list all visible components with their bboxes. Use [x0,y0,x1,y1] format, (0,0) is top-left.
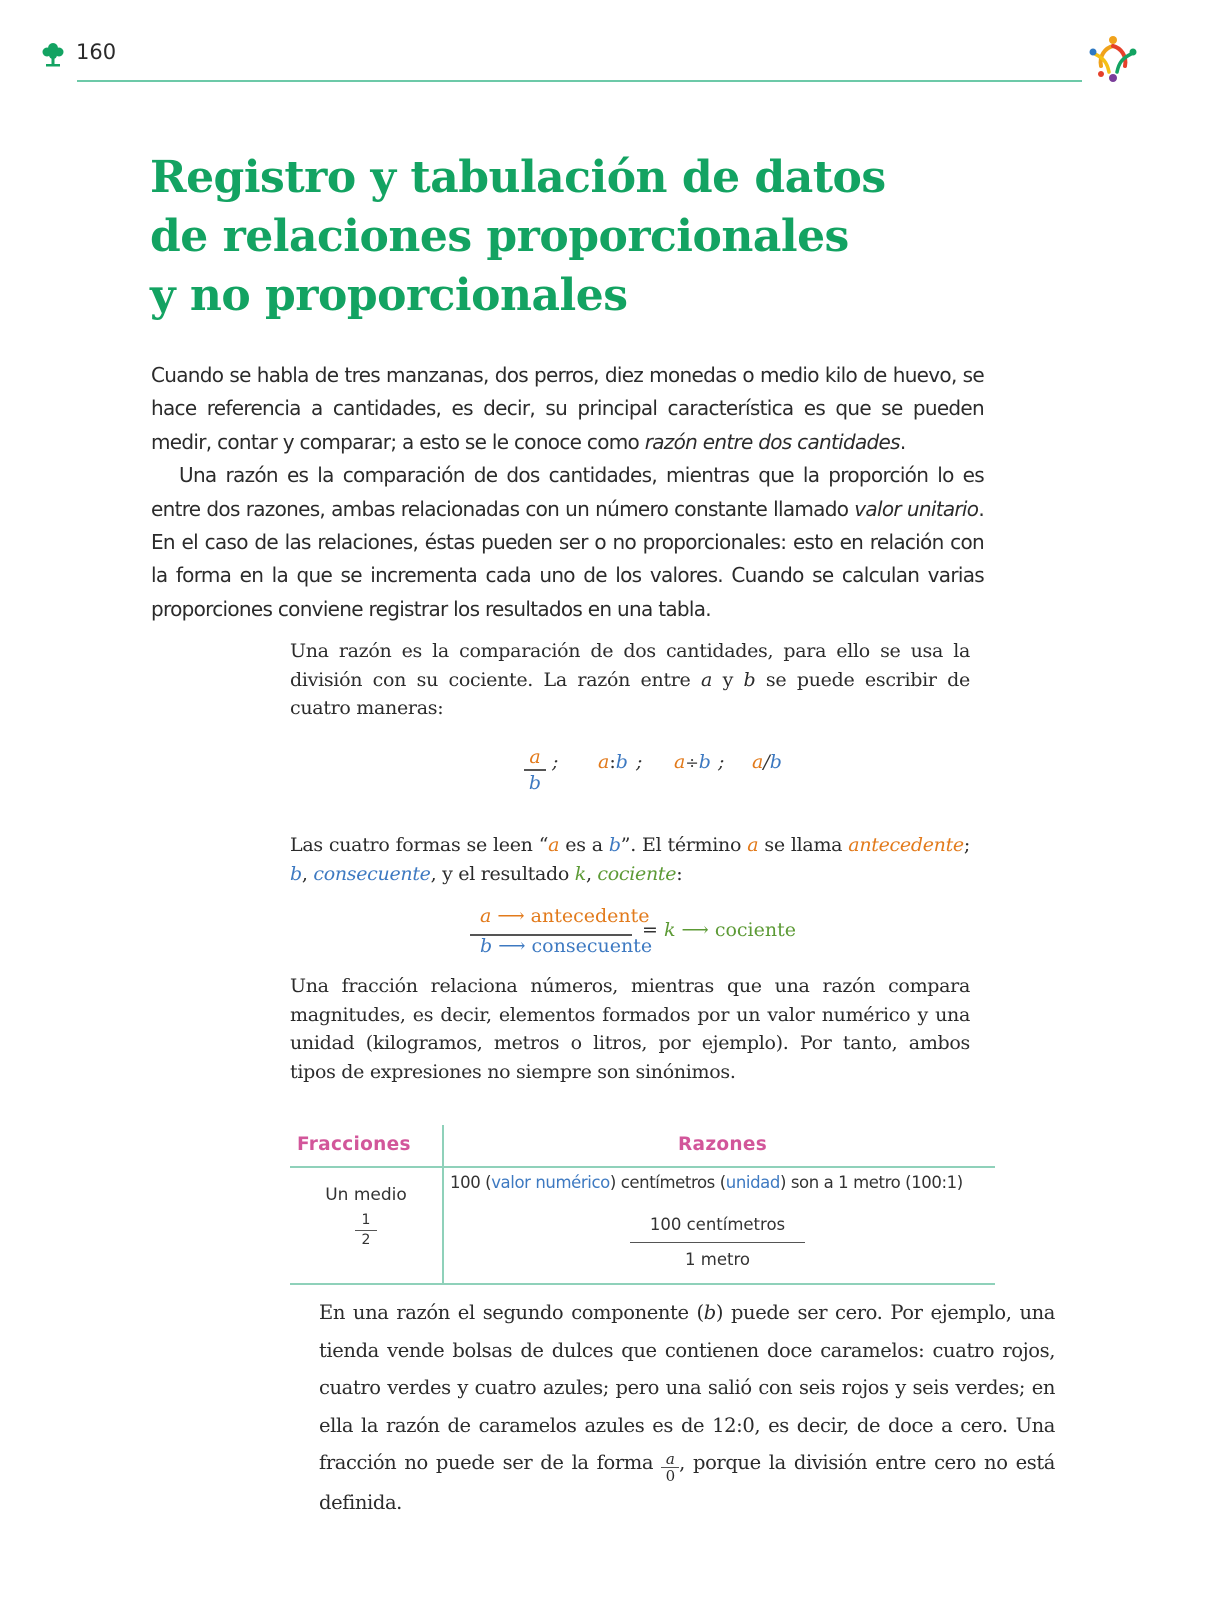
title-line-3: y no proporcionales [150,270,628,321]
slash-notation [752,751,782,773]
fraction-num: 1 [361,1212,371,1228]
colon-notation [598,751,628,773]
term-consecuente: consecuente [313,862,431,885]
fraction-bar [630,1242,805,1243]
ratio-fraction-den: 1 metro [685,1250,750,1269]
reading-text: , [301,862,314,885]
ratio-text: ) son a 1 metro (100:1) [779,1173,963,1192]
final-text: ) puede ser cero. Por ejemplo, una tienda vende bolsas de dulces que contienen doce caramelos: cuatro rojos, cuatro verdes y cuatro azules; pero una salió con seis rojos y seis verdes; en ella la razón de caramelos azules es de 12:0, es decir, de doce a cero. Una fracción no puede ser de la forma [319,1301,1055,1474]
separator: ; [718,751,725,773]
ratio-reading [290,831,970,888]
reading-b: b [290,862,302,885]
eq-consecuente: consecuente [531,935,653,957]
fraction-vs-ratio [290,972,970,1086]
reading-b: b [608,834,621,856]
final-b: b [703,1301,716,1324]
ratio-cell [450,1173,995,1192]
reading-a: a [548,834,560,856]
fraction-notation [522,745,548,795]
definition-and: y [712,668,744,691]
ratio-equation [470,905,800,963]
reading-text: , y el resultado [430,862,575,885]
ifrac-den: 0 [665,1467,675,1485]
table-header-fracciones: Fracciones [297,1134,411,1155]
term-cociente: cociente [597,862,677,885]
equals-sign: = [642,919,658,941]
intro-p2-emphasis: valor unitario [854,496,979,521]
comparison-table [290,1125,995,1285]
equation-numerator [480,905,650,927]
arrow-icon: ⟶ [498,935,526,957]
title-line-2: de relaciones proporcionales [150,211,849,262]
colon-sign: : [609,751,616,773]
definition-end: se puede escribir de cuatro maneras: [290,668,970,719]
slash-b: b [769,751,782,773]
table-header-rule [290,1166,995,1168]
ratio-valor-numerico: valor numérico [491,1173,610,1192]
ratio-definition [290,637,970,723]
intro-p2-end: . En el caso de las relaciones, éstas pueden ser o no proporcionales: esto en relación con la forma en la que se incrementa cada uno de los valores. Cuando se calculan varias proporciones conviene registrar los resultados en una tabla. [151,496,984,621]
intro-p2-text: Una razón es la comparación de dos cantidades, mientras que la proporción lo es entre dos razones, ambas relacionadas con un número constante llamado [151,463,984,521]
eq-a: a [480,905,492,927]
division-notation [674,751,711,773]
reading-k: k [574,862,586,885]
zero-denominator-note [319,1294,1055,1522]
final-text: En una razón el segundo componente ( [319,1301,704,1324]
division-sign: ÷ [685,753,699,772]
final-text: , porque la división entre cero no está definida. [319,1451,1056,1514]
table-divider [442,1125,444,1285]
tree-icon [40,40,66,68]
arrow-icon: ⟶ [497,905,525,927]
division-b: b [698,751,711,773]
dancing-figure-logo [1085,32,1141,88]
separator: ; [636,751,643,773]
eq-b: b [480,935,493,957]
reading-text: se llama [758,834,849,856]
intro-p1-text: Cuando se habla de tres manzanas, dos perros, diez monedas o medio kilo de huevo, se hace referencia a cantidades, es decir, su principal característica es que se pueden medir, contar y comparar; a esto se le conoce como [151,363,984,454]
equation-denominator [480,935,652,957]
slash-sign: / [763,751,770,773]
reading-text: : [676,862,683,885]
ratio-fraction-num: 100 centímetros [649,1215,786,1234]
intro-text [151,359,984,626]
var-a: a [701,668,713,691]
division-a: a [674,751,686,773]
ratio-unidad: unidad [725,1173,780,1192]
colon-a: a [598,751,610,773]
table-header-razones: Razones [678,1134,768,1155]
reading-text: Las cuatro formas se leen “ [290,834,549,856]
fraction-label: Un medio [325,1185,407,1205]
header-rule [77,80,1082,82]
ifrac-num: a [665,1450,675,1468]
intro-paragraph-1 [151,359,984,459]
page-number: 160 [76,40,117,64]
definition-text: Una razón es la comparación de dos cantidades, para ello se usa la división con su cociente. La razón entre [290,640,970,691]
eq-cociente: cociente [714,919,796,941]
reading-text: , [585,862,598,885]
fraction-den: 2 [361,1232,371,1248]
fraction-numerator: a [529,746,541,768]
one-half-fraction [355,1211,377,1250]
a-over-zero-fraction [661,1451,679,1484]
reading-text: es a [559,834,609,856]
fraction-denominator: b [528,771,542,794]
term-antecedente: antecedente [848,834,964,856]
slash-a: a [752,751,764,773]
page-title [150,148,1050,325]
equation-result [642,919,796,941]
table-bottom-rule [290,1283,995,1285]
intro-paragraph-2 [151,459,984,626]
var-b: b [743,668,756,691]
ratio-notations [500,745,880,805]
title-line-1: Registro y tabulación de datos [150,152,886,203]
reading-text: ”. El término [620,834,748,856]
reading-a: a [747,834,759,856]
eq-antecedente: antecedente [530,905,650,927]
fraction-bar [355,1230,377,1231]
reading-text: ; [963,834,970,856]
intro-p1-end: . [899,429,906,454]
intro-p1-emphasis: razón entre dos cantidades [644,429,900,454]
fraction-vs-ratio-text: Una fracción relaciona números, mientras que una razón compara magnitudes, es decir, elementos formados por un valor numérico y una unidad (kilogramos, metros o litros, por ejemplo). Por tanto, ambos tipos de expresiones no siempre son sinónimos. [290,975,970,1083]
eq-k: k [663,919,676,941]
ratio-text: ) centímetros ( [609,1173,726,1192]
ratio-text: 100 ( [450,1173,492,1192]
arrow-icon: ⟶ [681,919,709,941]
separator: ; [552,751,559,773]
fraction-cell [290,1185,442,1250]
colon-b: b [615,751,628,773]
ratio-fraction [630,1215,805,1269]
